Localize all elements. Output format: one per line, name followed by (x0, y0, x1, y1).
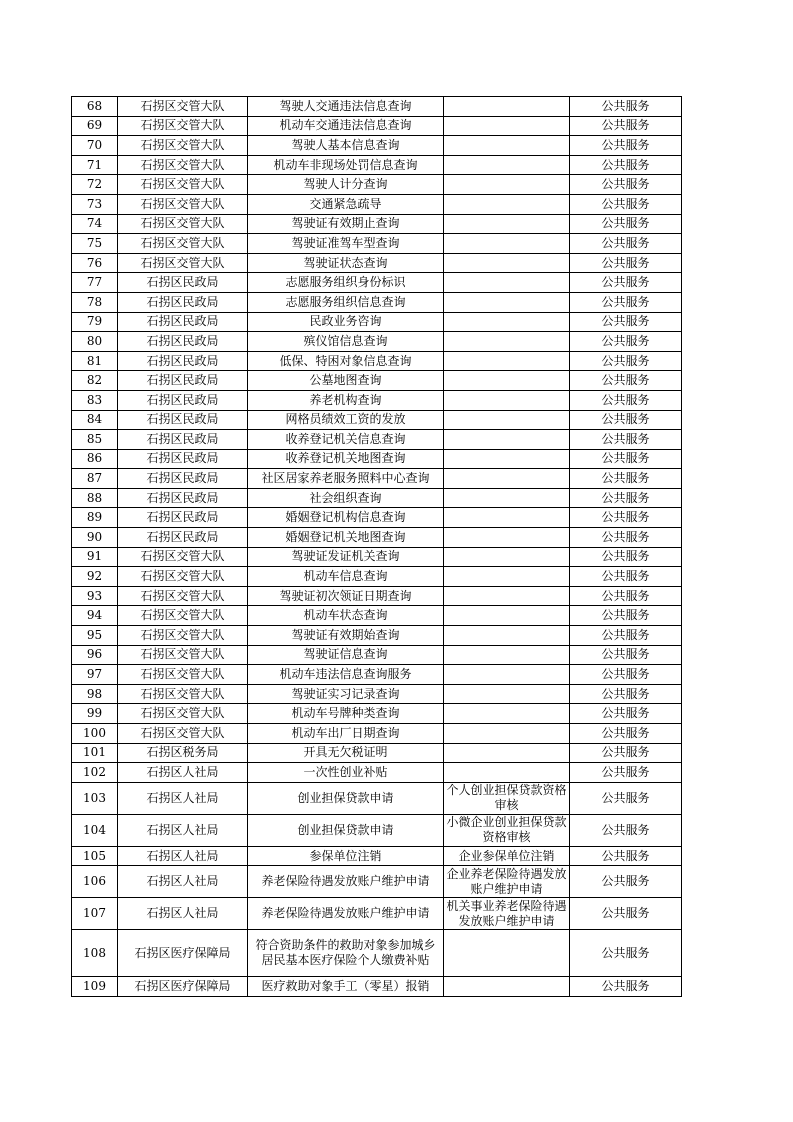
cell-item: 符合资助条件的救助对象参加城乡居民基本医疗保险个人缴费补贴 (248, 930, 444, 977)
cell-sub (444, 547, 570, 567)
cell-sub (444, 351, 570, 371)
cell-item: 驾驶证有效期止查询 (248, 214, 444, 234)
cell-type: 公共服务 (570, 704, 682, 724)
cell-no: 101 (72, 743, 118, 763)
cell-sub (444, 743, 570, 763)
cell-dept: 石拐区交管大队 (118, 136, 248, 156)
cell-no: 80 (72, 332, 118, 352)
cell-dept: 石拐区民政局 (118, 488, 248, 508)
table-row (72, 626, 682, 646)
cell-sub (444, 606, 570, 626)
cell-dept: 石拐区人社局 (118, 814, 248, 846)
cell-no: 94 (72, 606, 118, 626)
cell-sub (444, 704, 570, 724)
cell-type: 公共服务 (570, 488, 682, 508)
cell-no: 82 (72, 371, 118, 391)
cell-sub (444, 528, 570, 548)
cell-sub (444, 430, 570, 450)
cell-item: 社区居家养老服务照料中心查询 (248, 469, 444, 489)
table-row (72, 410, 682, 430)
cell-item: 创业担保贷款申请 (248, 814, 444, 846)
table-row (72, 665, 682, 685)
cell-type: 公共服务 (570, 253, 682, 273)
cell-dept: 石拐区交管大队 (118, 214, 248, 234)
cell-dept: 石拐区民政局 (118, 332, 248, 352)
cell-type: 公共服务 (570, 136, 682, 156)
cell-item: 驾驶证初次领证日期查询 (248, 586, 444, 606)
cell-type: 公共服务 (570, 866, 682, 898)
table-row (72, 97, 682, 117)
cell-item: 机动车号牌种类查询 (248, 704, 444, 724)
cell-sub: 小微企业创业担保贷款资格审核 (444, 814, 570, 846)
cell-sub (444, 684, 570, 704)
cell-sub (444, 763, 570, 783)
table-row (72, 273, 682, 293)
cell-item: 机动车状态查询 (248, 606, 444, 626)
table-row (72, 704, 682, 724)
cell-dept: 石拐区税务局 (118, 743, 248, 763)
cell-sub (444, 665, 570, 685)
table-row (72, 194, 682, 214)
cell-dept: 石拐区民政局 (118, 292, 248, 312)
cell-no: 86 (72, 449, 118, 469)
cell-sub (444, 175, 570, 195)
cell-type: 公共服务 (570, 312, 682, 332)
cell-no: 79 (72, 312, 118, 332)
cell-item: 机动车违法信息查询服务 (248, 665, 444, 685)
cell-sub (444, 155, 570, 175)
cell-item: 驾驶证准驾车型查询 (248, 234, 444, 254)
cell-item: 低保、特困对象信息查询 (248, 351, 444, 371)
cell-type: 公共服务 (570, 814, 682, 846)
cell-type: 公共服务 (570, 977, 682, 997)
cell-dept: 石拐区医疗保障局 (118, 977, 248, 997)
cell-item: 机动车信息查询 (248, 567, 444, 587)
table-row (72, 508, 682, 528)
cell-sub (444, 390, 570, 410)
table-row (72, 430, 682, 450)
table-row (72, 814, 682, 846)
cell-sub (444, 253, 570, 273)
cell-no: 77 (72, 273, 118, 293)
cell-item: 社会组织查询 (248, 488, 444, 508)
cell-item: 公墓地图查询 (248, 371, 444, 391)
cell-type: 公共服务 (570, 898, 682, 930)
cell-item: 驾驶证信息查询 (248, 645, 444, 665)
cell-sub (444, 273, 570, 293)
table-row (72, 469, 682, 489)
table-row (72, 586, 682, 606)
cell-item: 驾驶人交通违法信息查询 (248, 97, 444, 117)
cell-sub (444, 214, 570, 234)
cell-type: 公共服务 (570, 586, 682, 606)
cell-no: 104 (72, 814, 118, 846)
table-row (72, 449, 682, 469)
cell-type: 公共服务 (570, 547, 682, 567)
service-table (71, 96, 682, 997)
cell-type: 公共服务 (570, 645, 682, 665)
cell-type: 公共服务 (570, 626, 682, 646)
cell-item: 收养登记机关信息查询 (248, 430, 444, 450)
cell-dept: 石拐区交管大队 (118, 704, 248, 724)
table-row (72, 155, 682, 175)
cell-sub (444, 586, 570, 606)
cell-item: 驾驶证有效期始查询 (248, 626, 444, 646)
table-row (72, 743, 682, 763)
table-row (72, 645, 682, 665)
cell-dept: 石拐区交管大队 (118, 253, 248, 273)
cell-dept: 石拐区人社局 (118, 763, 248, 783)
cell-dept: 石拐区交管大队 (118, 234, 248, 254)
cell-sub (444, 469, 570, 489)
cell-item: 驾驶人计分查询 (248, 175, 444, 195)
cell-no: 99 (72, 704, 118, 724)
cell-sub: 企业参保单位注销 (444, 846, 570, 866)
cell-dept: 石拐区交管大队 (118, 586, 248, 606)
cell-type: 公共服务 (570, 273, 682, 293)
cell-no: 98 (72, 684, 118, 704)
cell-sub (444, 449, 570, 469)
cell-item: 参保单位注销 (248, 846, 444, 866)
cell-type: 公共服务 (570, 97, 682, 117)
cell-sub (444, 488, 570, 508)
cell-sub (444, 930, 570, 977)
cell-no: 68 (72, 97, 118, 117)
table-row (72, 136, 682, 156)
cell-dept: 石拐区交管大队 (118, 567, 248, 587)
cell-type: 公共服务 (570, 234, 682, 254)
cell-item: 民政业务咨询 (248, 312, 444, 332)
cell-no: 84 (72, 410, 118, 430)
cell-dept: 石拐区交管大队 (118, 645, 248, 665)
cell-type: 公共服务 (570, 508, 682, 528)
cell-type: 公共服务 (570, 567, 682, 587)
cell-sub (444, 116, 570, 136)
cell-sub: 企业养老保险待遇发放账户维护申请 (444, 866, 570, 898)
cell-item: 机动车非现场处罚信息查询 (248, 155, 444, 175)
cell-type: 公共服务 (570, 410, 682, 430)
cell-no: 107 (72, 898, 118, 930)
cell-item: 一次性创业补贴 (248, 763, 444, 783)
cell-type: 公共服务 (570, 194, 682, 214)
cell-item: 婚姻登记机关地图查询 (248, 528, 444, 548)
table-row (72, 371, 682, 391)
cell-no: 95 (72, 626, 118, 646)
cell-no: 88 (72, 488, 118, 508)
cell-item: 机动车交通违法信息查询 (248, 116, 444, 136)
cell-sub (444, 312, 570, 332)
cell-dept: 石拐区民政局 (118, 528, 248, 548)
cell-type: 公共服务 (570, 469, 682, 489)
cell-item: 养老保险待遇发放账户维护申请 (248, 866, 444, 898)
table-row (72, 332, 682, 352)
cell-dept: 石拐区民政局 (118, 312, 248, 332)
cell-item: 网格员绩效工资的发放 (248, 410, 444, 430)
cell-no: 92 (72, 567, 118, 587)
cell-type: 公共服务 (570, 846, 682, 866)
cell-dept: 石拐区交管大队 (118, 626, 248, 646)
cell-dept: 石拐区人社局 (118, 898, 248, 930)
cell-dept: 石拐区交管大队 (118, 606, 248, 626)
cell-dept: 石拐区民政局 (118, 430, 248, 450)
cell-type: 公共服务 (570, 763, 682, 783)
cell-no: 78 (72, 292, 118, 312)
cell-no: 74 (72, 214, 118, 234)
cell-dept: 石拐区民政局 (118, 351, 248, 371)
cell-no: 97 (72, 665, 118, 685)
cell-sub (444, 371, 570, 391)
cell-no: 85 (72, 430, 118, 450)
cell-no: 100 (72, 724, 118, 744)
cell-type: 公共服务 (570, 332, 682, 352)
cell-sub (444, 194, 570, 214)
cell-dept: 石拐区民政局 (118, 410, 248, 430)
table-row (72, 547, 682, 567)
table-row (72, 684, 682, 704)
cell-type: 公共服务 (570, 155, 682, 175)
cell-dept: 石拐区民政局 (118, 508, 248, 528)
cell-no: 76 (72, 253, 118, 273)
table-row (72, 977, 682, 997)
table-row (72, 724, 682, 744)
cell-dept: 石拐区民政局 (118, 469, 248, 489)
cell-type: 公共服务 (570, 292, 682, 312)
table-row (72, 763, 682, 783)
cell-sub (444, 234, 570, 254)
cell-type: 公共服务 (570, 351, 682, 371)
table-row (72, 175, 682, 195)
cell-type: 公共服务 (570, 116, 682, 136)
cell-dept: 石拐区民政局 (118, 273, 248, 293)
cell-dept: 石拐区民政局 (118, 390, 248, 410)
cell-no: 89 (72, 508, 118, 528)
cell-sub (444, 332, 570, 352)
cell-no: 91 (72, 547, 118, 567)
cell-no: 96 (72, 645, 118, 665)
cell-item: 交通紧急疏导 (248, 194, 444, 214)
cell-item: 开具无欠税证明 (248, 743, 444, 763)
table-row (72, 214, 682, 234)
cell-type: 公共服务 (570, 371, 682, 391)
cell-no: 81 (72, 351, 118, 371)
cell-no: 73 (72, 194, 118, 214)
cell-item: 驾驶人基本信息查询 (248, 136, 444, 156)
cell-type: 公共服务 (570, 430, 682, 450)
table-row (72, 292, 682, 312)
cell-type: 公共服务 (570, 930, 682, 977)
cell-dept: 石拐区民政局 (118, 449, 248, 469)
table-row (72, 234, 682, 254)
cell-type: 公共服务 (570, 390, 682, 410)
cell-dept: 石拐区交管大队 (118, 724, 248, 744)
cell-sub (444, 626, 570, 646)
cell-no: 87 (72, 469, 118, 489)
cell-sub (444, 724, 570, 744)
cell-dept: 石拐区人社局 (118, 846, 248, 866)
table-row (72, 351, 682, 371)
table-row (72, 528, 682, 548)
cell-sub: 机关事业养老保险待遇发放账户维护申请 (444, 898, 570, 930)
cell-item: 医疗救助对象手工（零星）报销 (248, 977, 444, 997)
table-row (72, 312, 682, 332)
cell-sub (444, 977, 570, 997)
cell-item: 创业担保贷款申请 (248, 782, 444, 814)
cell-dept: 石拐区交管大队 (118, 665, 248, 685)
cell-no: 69 (72, 116, 118, 136)
cell-sub (444, 567, 570, 587)
cell-dept: 石拐区交管大队 (118, 175, 248, 195)
cell-dept: 石拐区民政局 (118, 371, 248, 391)
cell-sub (444, 292, 570, 312)
cell-dept: 石拐区交管大队 (118, 684, 248, 704)
cell-type: 公共服务 (570, 214, 682, 234)
cell-no: 83 (72, 390, 118, 410)
cell-no: 90 (72, 528, 118, 548)
cell-sub (444, 97, 570, 117)
table-row (72, 846, 682, 866)
cell-type: 公共服务 (570, 606, 682, 626)
cell-item: 殡仪馆信息查询 (248, 332, 444, 352)
cell-type: 公共服务 (570, 743, 682, 763)
table-row (72, 930, 682, 977)
cell-item: 机动车出厂日期查询 (248, 724, 444, 744)
cell-item: 收养登记机关地图查询 (248, 449, 444, 469)
cell-sub (444, 508, 570, 528)
cell-no: 102 (72, 763, 118, 783)
table-row (72, 253, 682, 273)
cell-type: 公共服务 (570, 724, 682, 744)
cell-item: 养老机构查询 (248, 390, 444, 410)
cell-type: 公共服务 (570, 782, 682, 814)
cell-item: 志愿服务组织身份标识 (248, 273, 444, 293)
cell-item: 养老保险待遇发放账户维护申请 (248, 898, 444, 930)
cell-type: 公共服务 (570, 665, 682, 685)
cell-no: 70 (72, 136, 118, 156)
cell-no: 71 (72, 155, 118, 175)
table-row (72, 488, 682, 508)
cell-sub (444, 410, 570, 430)
cell-dept: 石拐区医疗保障局 (118, 930, 248, 977)
cell-dept: 石拐区交管大队 (118, 547, 248, 567)
table-body (72, 97, 682, 997)
cell-dept: 石拐区交管大队 (118, 116, 248, 136)
table-row (72, 606, 682, 626)
cell-type: 公共服务 (570, 684, 682, 704)
cell-sub (444, 645, 570, 665)
cell-sub (444, 136, 570, 156)
cell-no: 75 (72, 234, 118, 254)
table-row (72, 782, 682, 814)
cell-no: 106 (72, 866, 118, 898)
cell-no: 103 (72, 782, 118, 814)
cell-item: 婚姻登记机构信息查询 (248, 508, 444, 528)
cell-no: 108 (72, 930, 118, 977)
cell-item: 志愿服务组织信息查询 (248, 292, 444, 312)
cell-item: 驾驶证状态查询 (248, 253, 444, 273)
cell-sub: 个人创业担保贷款资格审核 (444, 782, 570, 814)
cell-type: 公共服务 (570, 449, 682, 469)
table-row (72, 866, 682, 898)
cell-no: 109 (72, 977, 118, 997)
table-row (72, 567, 682, 587)
cell-dept: 石拐区交管大队 (118, 194, 248, 214)
table-row (72, 116, 682, 136)
cell-no: 72 (72, 175, 118, 195)
cell-dept: 石拐区人社局 (118, 782, 248, 814)
cell-item: 驾驶证实习记录查询 (248, 684, 444, 704)
cell-dept: 石拐区交管大队 (118, 97, 248, 117)
cell-no: 105 (72, 846, 118, 866)
cell-dept: 石拐区交管大队 (118, 155, 248, 175)
cell-type: 公共服务 (570, 175, 682, 195)
table-row (72, 390, 682, 410)
table-row (72, 898, 682, 930)
cell-type: 公共服务 (570, 528, 682, 548)
cell-item: 驾驶证发证机关查询 (248, 547, 444, 567)
cell-dept: 石拐区人社局 (118, 866, 248, 898)
cell-no: 93 (72, 586, 118, 606)
